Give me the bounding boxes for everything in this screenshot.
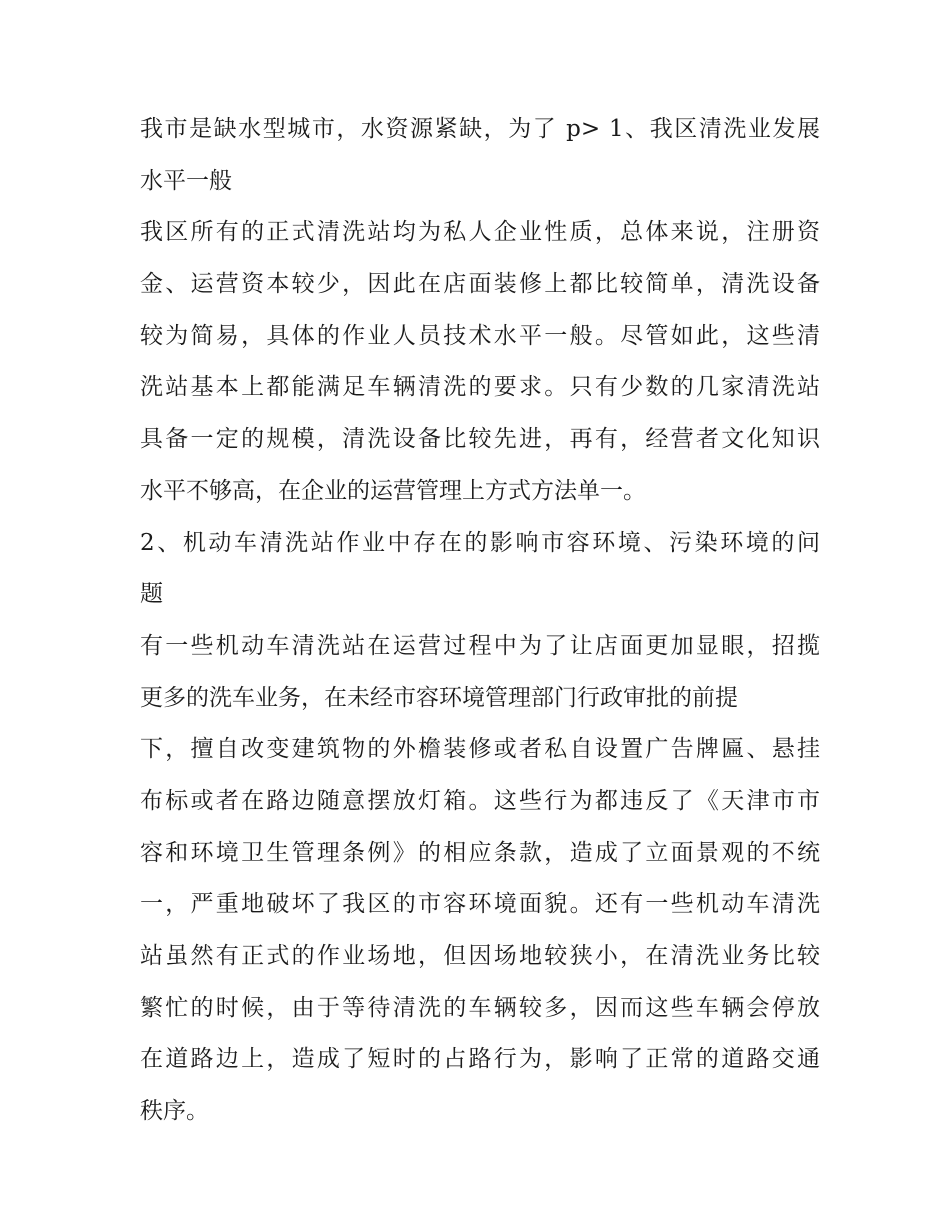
text-line: 布标或者在路边随意摆放灯箱。这些行为都违反了《天津市市 [140, 787, 820, 814]
text-line: 繁忙的时候，由于等待清洗的车辆较多，因而这些车辆会停放 [140, 994, 820, 1021]
text-line: 金、运营资本较少，因此在店面装修上都比较简单，清洗设备 [140, 271, 820, 298]
text-line: 水平一般 [140, 167, 232, 194]
text-line: 题 [140, 581, 163, 608]
text-line: 一，严重地破坏了我区的市容环境面貌。还有一些机动车清洗 [140, 891, 820, 918]
text-line: 站虽然有正式的作业场地，但因场地较狭小，在清洗业务比较 [140, 943, 820, 969]
text-line: 水平不够高，在企业的运营管理上方式方法单一。 [140, 477, 646, 504]
text-line: 在道路边上，造成了短时的占路行为，影响了正常的道路交通 [140, 1046, 820, 1073]
text-line: 洗站基本上都能满足车辆清洗的要求。只有少数的几家清洗站 [140, 374, 820, 401]
text-line: 容和环境卫生管理条例》的相应条款，造成了立面景观的不统 [140, 839, 820, 866]
text-line: 有一些机动车清洗站在运营过程中为了让店面更加显眼，招揽 [140, 632, 820, 659]
text-line: 具备一定的规模，清洗设备比较先进，再有，经营者文化知识 [140, 426, 820, 453]
text-line: 下，擅自改变建筑物的外檐装修或者私自设置广告牌匾、悬挂 [140, 736, 820, 763]
text-line: 我市是缺水型城市，水资源紧缺，为了 p> 1、我区清洗业发展 [140, 116, 820, 142]
text-line: 我区所有的正式清洗站均为私人企业性质，总体来说，注册资 [140, 219, 820, 246]
text-line: 较为简易，具体的作业人员技术水平一般。尽管如此，这些清 [140, 322, 820, 349]
text-line: 秩序。 [140, 1098, 209, 1125]
body-text [140, 104, 820, 1138]
text-line: 2、机动车清洗站作业中存在的影响市容环境、污染环境的问 [140, 529, 820, 556]
text-line: 更多的洗车业务，在未经市容环境管理部门行政审批的前提 [140, 684, 738, 711]
